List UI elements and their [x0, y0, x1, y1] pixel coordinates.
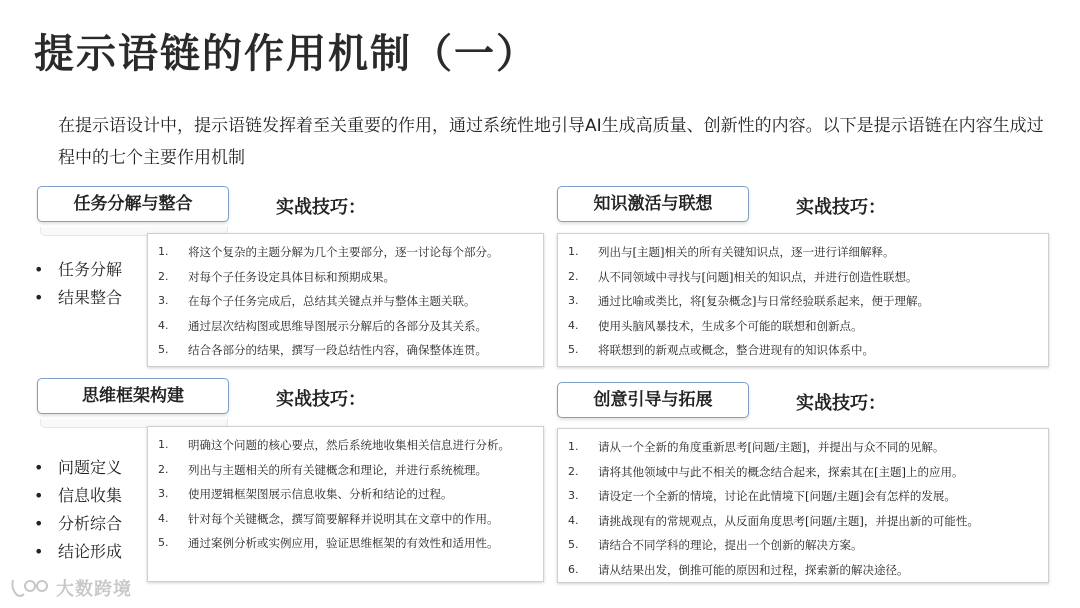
brand-logo-icon [10, 576, 50, 600]
tips-box [557, 428, 1049, 583]
tip-item [154, 531, 535, 556]
tip-number: 4. [568, 318, 579, 332]
tip-text: 对每个子任务设定具体目标和预期成果。 [188, 269, 395, 284]
tip-text: 列出与[主题]相关的所有关键知识点，逐一进行详细解释。 [598, 245, 895, 259]
bullet-item: • 分析综合 [32, 510, 122, 538]
tip-number: 3. [158, 487, 169, 500]
tip-number: 3. [158, 294, 169, 307]
bullet-item: • 任务分解 [32, 256, 122, 284]
tip-item [564, 533, 1040, 558]
tip-item [564, 460, 1040, 485]
tip-text: 将联想到的新观点或概念，整合进现有的知识体系中。 [598, 343, 874, 357]
tip-item [564, 265, 1040, 290]
tip-text: 在每个子任务完成后，总结其关键点并与整体主题关联。 [188, 294, 476, 308]
tip-text: 结合各部分的结果，撰写一段总结性内容，确保整体连贯。 [188, 343, 487, 357]
intro-paragraph: 在提示语设计中，提示语链发挥着至关重要的作用，通过系统性地引导AI生成高质量、创新性的内容。以下是提示语链在内容生成过程中的七个主要作用机制 [58, 116, 1044, 168]
tip-text: 通过案例分析或实例应用，验证思维框架的有效性和适用性。 [188, 536, 499, 550]
tip-number: 1. [158, 245, 169, 258]
tip-item [564, 484, 1040, 509]
tip-text: 明确这个问题的核心要点，然后系统地收集相关信息进行分析。 [188, 438, 510, 452]
tip-number: 4. [158, 318, 169, 332]
tip-number: 2. [158, 269, 169, 283]
tip-item [154, 240, 535, 265]
tip-item [154, 289, 535, 314]
tip-number: 4. [158, 511, 169, 525]
tip-number: 5. [158, 343, 169, 356]
tip-item [564, 338, 1040, 363]
tip-item [154, 338, 535, 363]
tip-text: 请将其他领域中与此不相关的概念结合起来，探索其在[主题]上的应用。 [598, 464, 964, 479]
tip-text: 通过比喻或类比，将[复杂概念]与日常经验联系起来，便于理解。 [598, 294, 929, 308]
tip-text: 针对每个关键概念，撰写简要解释并说明其在文章中的作用。 [188, 511, 499, 526]
tip-item [154, 433, 535, 458]
tip-item [564, 558, 1040, 583]
tip-item [154, 265, 535, 290]
bullet-list [32, 454, 122, 566]
tip-number: 1. [568, 245, 579, 258]
tip-item [564, 289, 1040, 314]
tip-number: 3. [568, 489, 579, 502]
section-tag-task-decomposition: 任务分解与整合 [37, 186, 229, 222]
tip-number: 4. [568, 513, 579, 527]
watermark-text: 大数跨境 [56, 579, 132, 600]
tips-box [147, 426, 544, 582]
section-tag-thinking-framework: 思维框架构建 [37, 378, 229, 414]
tip-item [564, 314, 1040, 339]
tip-number: 1. [568, 440, 579, 453]
tip-text: 请从一个全新的角度重新思考[问题/主题]，并提出与众不同的见解。 [598, 440, 945, 454]
tip-number: 2. [568, 269, 579, 283]
bullet-item: • 问题定义 [32, 454, 122, 482]
tip-number: 5. [568, 538, 579, 551]
page-title: 提示语链的作用机制（一） [34, 31, 538, 77]
tip-item [564, 509, 1040, 534]
tip-number: 6. [568, 562, 579, 576]
tip-number: 5. [568, 343, 579, 356]
tip-text: 列出与主题相关的所有关键概念和理论，并进行系统梳理。 [188, 462, 487, 477]
tip-item [154, 482, 535, 507]
tips-label: 实战技巧： [276, 197, 366, 218]
tip-text: 将这个复杂的主题分解为几个主要部分，逐一讨论每个部分。 [188, 245, 499, 259]
watermark [10, 574, 132, 602]
tips-label: 实战技巧： [796, 197, 886, 218]
section-tag-creative-guidance: 创意引导与拓展 [557, 382, 749, 418]
tip-text: 使用头脑风暴技术，生成多个可能的联想和创新点。 [598, 318, 863, 333]
tip-text: 从不同领域中寻找与[问题]相关的知识点，并进行创造性联想。 [598, 269, 918, 284]
tip-text: 请从结果出发，倒推可能的原因和过程，探索新的解决途径。 [598, 562, 909, 577]
tip-text: 使用逻辑框架图展示信息收集、分析和结论的过程。 [188, 487, 453, 501]
tip-text: 请挑战现有的常规观点，从反面角度思考[问题/主题]，并提出新的可能性。 [598, 513, 979, 528]
tip-text: 请设定一个全新的情境，讨论在此情境下[问题/主题]会有怎样的发展。 [598, 489, 956, 503]
tip-text: 通过层次结构图或思维导图展示分解后的各部分及其关系。 [188, 318, 487, 333]
tip-item [154, 507, 535, 532]
tip-number: 2. [568, 464, 579, 478]
tips-box [557, 233, 1049, 367]
tips-label: 实战技巧： [796, 393, 886, 414]
section-tag-knowledge-activation: 知识激活与联想 [557, 186, 749, 222]
tip-number: 5. [158, 536, 169, 549]
tips-box [147, 233, 544, 367]
tips-label: 实战技巧： [276, 389, 366, 410]
tip-item [564, 240, 1040, 265]
bullet-item: • 结论形成 [32, 538, 122, 566]
tip-number: 2. [158, 462, 169, 476]
tip-number: 1. [158, 438, 169, 451]
tip-number: 3. [568, 294, 579, 307]
bullet-list [32, 256, 122, 312]
tip-text: 请结合不同学科的理论，提出一个创新的解决方案。 [598, 538, 863, 552]
tip-item [564, 435, 1040, 460]
tip-item [154, 458, 535, 483]
bullet-item: • 信息收集 [32, 482, 122, 510]
tip-item [154, 314, 535, 339]
bullet-item: • 结果整合 [32, 284, 122, 312]
